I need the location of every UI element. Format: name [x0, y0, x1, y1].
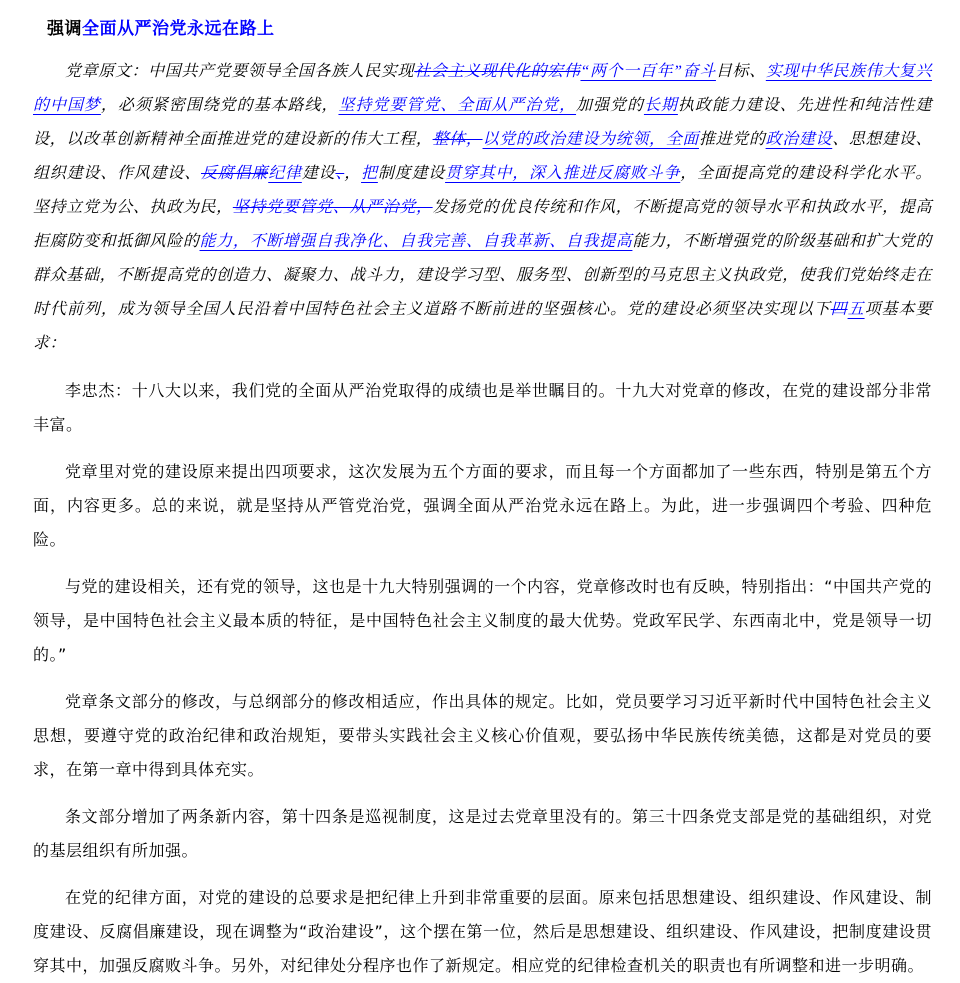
- document-paragraph-1: [33, 55, 932, 361]
- inserted-text: 长期: [643, 97, 678, 114]
- inserted-text: “两个一百年”奋斗: [580, 63, 716, 80]
- text-segment: 、思想建设、组织建设、作风建设、: [33, 131, 932, 182]
- text-segment: 建设: [301, 165, 336, 182]
- text-segment: 在党的纪律方面，对党的建设的总要求是把纪律上升到非常重要的层面。原来包括思想建设、组织建设、作风建设、制度建设、反腐倡廉建设，现在调整为“政治建设”，这个摆在第一位，然后是思想建设、组织建设、作风建设，把制度建设贯穿其中，加强反腐败斗争。另外，对纪律处分程序也作了新规定。相应党的纪律检查机关的职责也有所调整和进一步明确。: [33, 888, 932, 975]
- text-segment: 目标、: [715, 63, 766, 80]
- document-paragraph-2: [33, 374, 932, 442]
- document-paragraph-5: [33, 685, 932, 787]
- inserted-text: 政治建设: [765, 131, 833, 148]
- text-segment: 党章条文部分的修改，与总纲部分的修改相适应，作出具体的规定。比如，党员要学习习近平新时代中国特色社会主义思想，要遵守党的政治纪律和政治规矩，要带头实践社会主义核心价值观，要弘扬中华民族传统美德，这都是对党员的要求，在第一章中得到具体充实。: [33, 692, 932, 779]
- text-segment: 发扬党的优良传统和作风，不断提高党的领导水平和执政水平，提高拒腐防变和抵御风险的: [33, 199, 932, 250]
- text-segment: 项基本要求：: [33, 301, 932, 352]
- text-segment: 党章里对党的建设原来提出四项要求，这次发展为五个方面的要求，而且每一个方面都加了一些东西，特别是第五个方面，内容更多。总的来说，就是坚持从严管党治党，强调全面从严治党永远在路上。为此，进一步强调四个考验、四种危险。: [33, 462, 932, 549]
- text-segment: 推进党的: [699, 131, 766, 148]
- document-paragraph-7: [33, 881, 932, 983]
- text-segment: 制度建设: [377, 165, 446, 182]
- deleted-text: 四: [830, 301, 848, 318]
- deleted-text: 整体，: [432, 131, 483, 148]
- title-prefix-text: 强调: [47, 19, 82, 39]
- text-segment: 能力，不断增强党的阶级基础和扩大党的群众基础，不断提高党的创造力、凝聚力、战斗力，建设学习型、服务型、创新型的马克思主义执政党，使我们党始终走在时代前列，成为领导全国人民沿着中国特色社会主义道路不断前进的坚强核心。党的建设必须坚决实现以下: [33, 233, 932, 318]
- deleted-text: 坚持党要管党、从严治党，: [232, 199, 433, 216]
- inserted-text: 五: [847, 301, 865, 318]
- text-segment: ，: [344, 165, 362, 182]
- inserted-text: 把: [361, 165, 378, 182]
- inserted-text: 纪律: [268, 165, 302, 182]
- deleted-text: 社会主义现代化的宏伟: [414, 63, 581, 80]
- inserted-text: 以党的政治建设为统领，全面: [482, 131, 699, 148]
- text-segment: 党章原文：中国共产党要领导全国各族人民实现: [65, 63, 415, 80]
- document-paragraph-4: [33, 570, 932, 672]
- inserted-text: 能力，不断增强自我净化、自我完善、自我革新、自我提高: [199, 233, 633, 250]
- text-segment: 李忠杰：十八大以来，我们党的全面从严治党取得的成绩也是举世瞩目的。十九大对党章的修改，在党的建设部分非常丰富。: [33, 381, 932, 434]
- text-segment: ，全面提高党的建设科学化水平。坚持立党为公、执政为民，: [33, 165, 932, 216]
- page-title: [47, 14, 932, 39]
- document-body: [33, 55, 932, 983]
- inserted-text: 实现中华民族伟大复兴的中国梦: [33, 63, 932, 114]
- title-highlight-text: 全面从严治党永远在路上: [82, 19, 275, 39]
- inserted-text: 贯穿其中，深入推进反腐败斗争: [445, 165, 681, 182]
- inserted-text: 坚持党要管党、全面从严治党，: [338, 97, 577, 114]
- text-segment: 执政能力建设、先进性和纯洁性建设，以改革创新精神全面推进党的建设新的伟大工程，: [33, 97, 932, 148]
- text-segment: 加强党的: [576, 97, 644, 114]
- text-segment: 与党的建设相关，还有党的领导，这也是十九大特别强调的一个内容，党章修改时也有反映，特别指出：“中国共产党的领导，是中国特色社会主义最本质的特征，是中国特色社会主义制度的最大优势。党政军民学、东西南北中，党是领导一切的。”: [33, 577, 932, 664]
- deleted-text: 、: [335, 165, 345, 182]
- document-paragraph-6: [33, 800, 932, 868]
- document-paragraph-3: [33, 455, 932, 557]
- text-segment: ，必须紧密围绕党的基本路线，: [100, 97, 339, 114]
- deleted-text: 反腐倡廉: [201, 165, 269, 182]
- text-segment: 条文部分增加了两条新内容，第十四条是巡视制度，这是过去党章里没有的。第三十四条党支部是党的基础组织，对党的基层组织有所加强。: [33, 807, 932, 860]
